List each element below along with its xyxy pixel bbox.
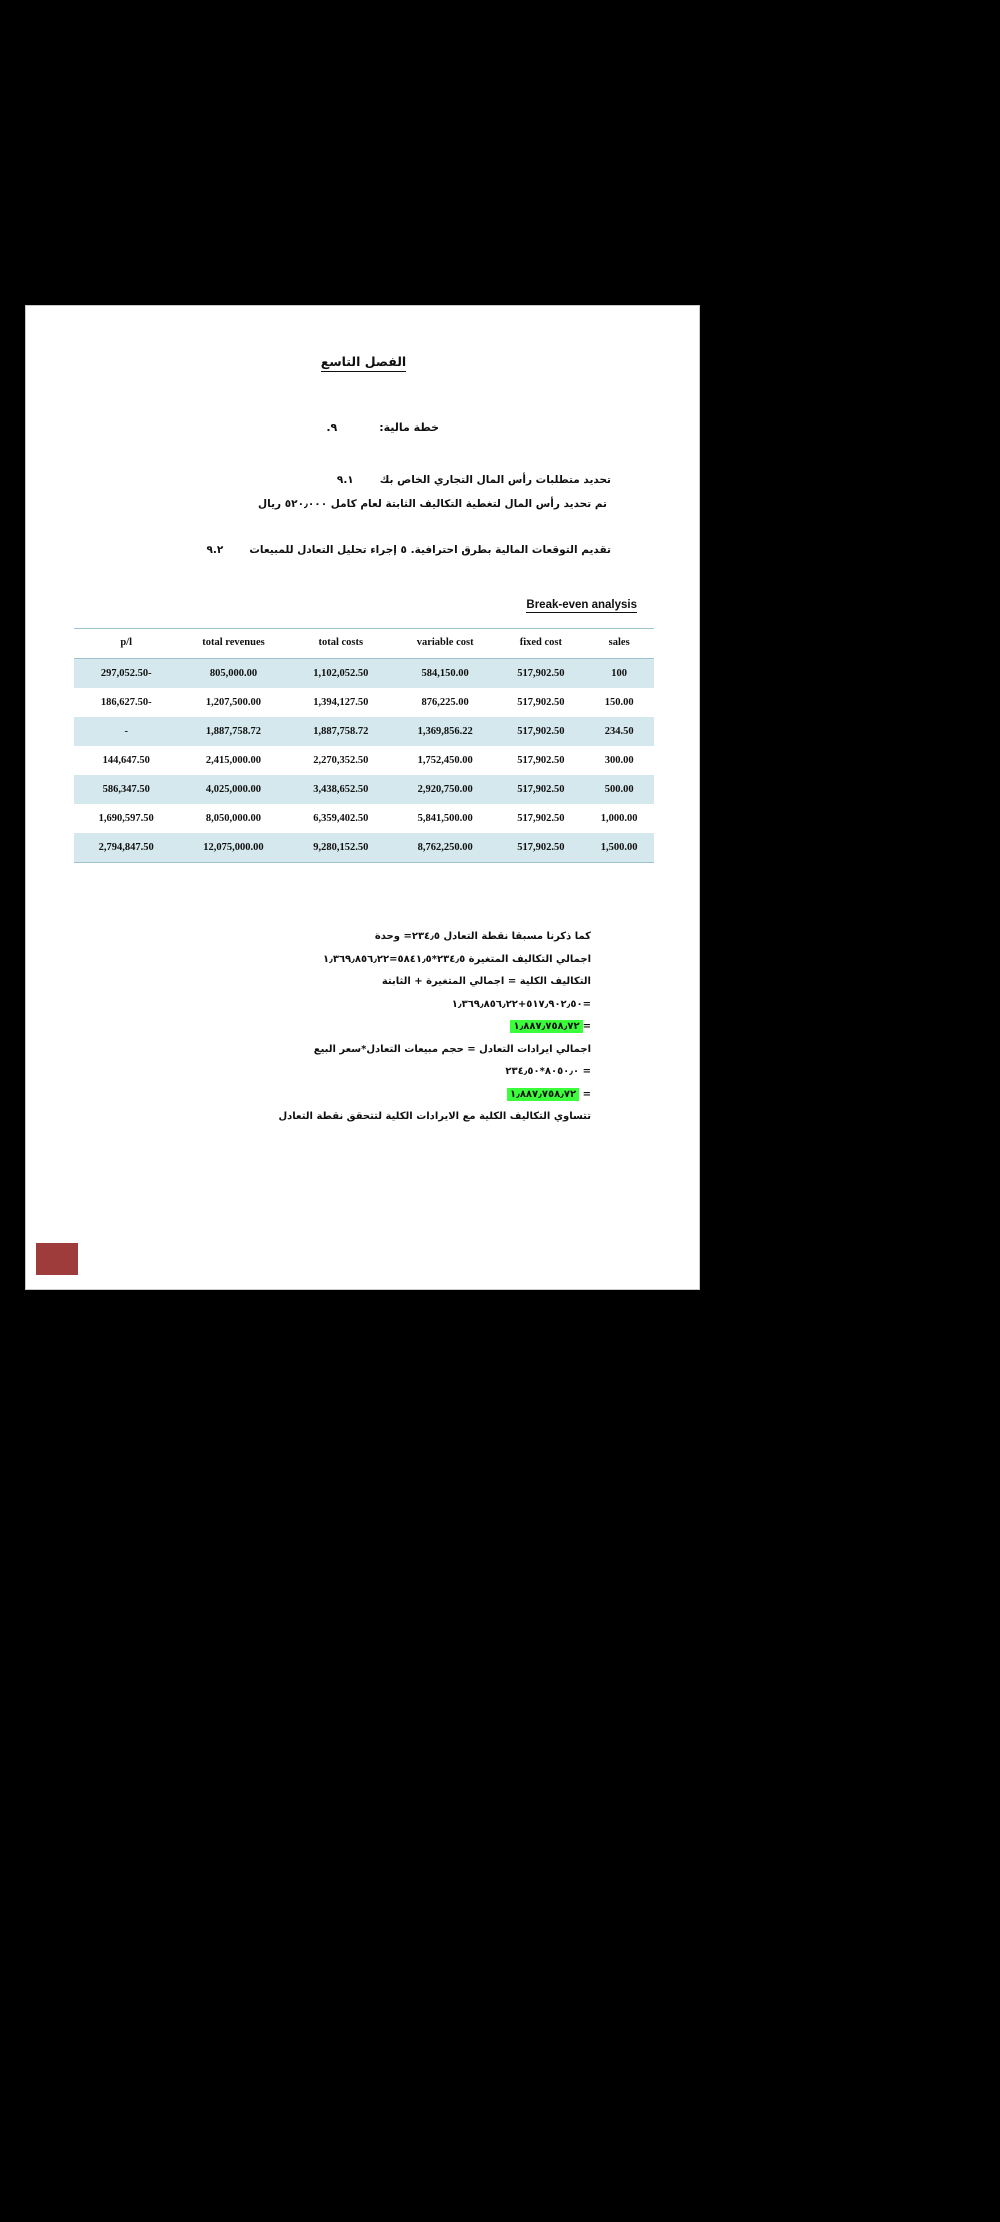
table-row xyxy=(74,833,654,863)
section-item-9-1-number: ٩.١ xyxy=(336,474,354,486)
section-item-9-1 xyxy=(337,474,611,486)
table-cell: 517,902.50 xyxy=(497,746,584,775)
calc-line-9: تتساوي التكاليف الكلية مع الايرادات الكلية لتتحقق نقطة التعادل xyxy=(278,1111,591,1122)
table-cell: 1,887,758.72 xyxy=(178,717,288,746)
table-cell: 1,887,758.72 xyxy=(289,717,393,746)
table-cell: 12,075,000.00 xyxy=(178,833,288,863)
table-cell: 876,225.00 xyxy=(393,688,497,717)
table-row xyxy=(74,775,654,804)
table-header xyxy=(74,629,654,659)
column-header-pl: p/l xyxy=(74,629,178,659)
table-cell: 144,647.50 xyxy=(74,746,178,775)
page-title xyxy=(26,354,700,369)
table-cell: 2,920,750.00 xyxy=(393,775,497,804)
document-page xyxy=(25,305,700,1290)
table-cell: 517,902.50 xyxy=(497,833,584,863)
break-even-table xyxy=(74,628,654,863)
column-header-sales: sales xyxy=(584,629,654,659)
break-even-table-wrapper xyxy=(74,628,654,863)
table-row xyxy=(74,717,654,746)
table-cell: 9,280,152.50 xyxy=(289,833,393,863)
section-heading xyxy=(326,421,439,434)
table-cell: 1,000.00 xyxy=(584,804,654,833)
table-cell: 805,000.00 xyxy=(178,659,288,689)
table-cell: 517,902.50 xyxy=(497,804,584,833)
table-row xyxy=(74,659,654,689)
table-cell: 2,794,847.50 xyxy=(74,833,178,863)
table-cell: 234.50 xyxy=(584,717,654,746)
calc-line-7: = ٨٠٥٠٫٠*٢٣٤٫٥٠ xyxy=(505,1066,591,1077)
table-cell: - xyxy=(74,717,178,746)
calc-line-5-suffix: = xyxy=(582,1021,591,1032)
table-cell: 1,394,127.50 xyxy=(289,688,393,717)
calculation-block xyxy=(161,926,591,1129)
column-header-fixed-cost: fixed cost xyxy=(497,629,584,659)
table-cell: 5,841,500.00 xyxy=(393,804,497,833)
section-item-9-2-number: ٩.٢ xyxy=(206,544,224,556)
section-item-9-1-text: تحديد متطلبات رأس المال التجاري الخاص بك xyxy=(379,474,611,486)
table-body xyxy=(74,659,654,863)
table-cell: 500.00 xyxy=(584,775,654,804)
section-heading-number: ٩. xyxy=(326,421,338,434)
table-cell: 1,752,450.00 xyxy=(393,746,497,775)
table-row xyxy=(74,688,654,717)
column-header-total-costs: total costs xyxy=(289,629,393,659)
table-cell: 517,902.50 xyxy=(497,717,584,746)
page-corner-marker xyxy=(36,1243,78,1275)
table-cell: 2,270,352.50 xyxy=(289,746,393,775)
table-cell: 8,762,250.00 xyxy=(393,833,497,863)
table-cell: 586,347.50 xyxy=(74,775,178,804)
table-cell: 100 xyxy=(584,659,654,689)
chapter-title-text: الفصل التاسع xyxy=(321,354,406,372)
table-cell: 584,150.00 xyxy=(393,659,497,689)
calc-line-5-highlight: ١٫٨٨٧٫٧٥٨٫٧٢ xyxy=(510,1020,582,1033)
table-row xyxy=(74,804,654,833)
column-header-variable-cost: variable cost xyxy=(393,629,497,659)
table-cell: 2,415,000.00 xyxy=(178,746,288,775)
section-item-9-2 xyxy=(207,544,611,556)
calc-line-8-highlight: ١٫٨٨٧٫٧٥٨٫٧٢ xyxy=(507,1088,579,1101)
calc-line-2: اجمالي التكاليف المتغيرة ٢٣٤٫٥*٥٨٤١٫٥=١٫٣٦٩٫٨٥٦٫٢٢ xyxy=(323,953,591,965)
calc-line-1: كما ذكرنا مسبقا نقطة التعادل ٢٣٤٫٥= وحدة xyxy=(374,931,591,942)
table-cell: 517,902.50 xyxy=(497,775,584,804)
table-cell: 297,052.50- xyxy=(74,659,178,689)
table-cell: 186,627.50- xyxy=(74,688,178,717)
calc-line-3: التكاليف الكلية = اجمالي المتغيرة + الثابتة xyxy=(381,976,591,987)
table-cell: 150.00 xyxy=(584,688,654,717)
table-cell: 517,902.50 xyxy=(497,688,584,717)
table-cell: 6,359,402.50 xyxy=(289,804,393,833)
table-cell: 1,207,500.00 xyxy=(178,688,288,717)
table-cell: 517,902.50 xyxy=(497,659,584,689)
column-header-total-revenues: total revenues xyxy=(178,629,288,659)
section-item-9-1-detail: تم تحديد رأس المال لتغطية التكاليف الثابتة لعام كامل ٥٢٠٫٠٠٠ ريال xyxy=(258,498,607,510)
calc-line-5 xyxy=(161,1016,591,1039)
table-cell: 1,690,597.50 xyxy=(74,804,178,833)
calc-line-6: اجمالي ايرادات التعادل = حجم مبيعات التعادل*سعر البيع xyxy=(313,1043,591,1055)
table-cell: 1,369,856.22 xyxy=(393,717,497,746)
table-cell: 4,025,000.00 xyxy=(178,775,288,804)
section-heading-title: خطة مالية: xyxy=(379,421,439,434)
table-cell: 8,050,000.00 xyxy=(178,804,288,833)
calc-line-4: =٥١٧٫٩٠٢٫٥٠+١٫٣٦٩٫٨٥٦٫٢٢ xyxy=(451,998,591,1010)
section-item-9-2-text: تقديم التوقعات المالية بطرق احترافية. ٥ إجراء تحليل التعادل للمبيعات xyxy=(249,544,611,556)
table-header-row xyxy=(74,629,654,659)
table-cell: 1,102,052.50 xyxy=(289,659,393,689)
calc-line-8-prefix: = xyxy=(579,1088,591,1100)
table-cell: 1,500.00 xyxy=(584,833,654,863)
calc-line-8 xyxy=(161,1084,591,1107)
table-cell: 3,438,652.50 xyxy=(289,775,393,804)
table-row xyxy=(74,746,654,775)
break-even-heading: Break-even analysis xyxy=(526,599,637,611)
table-cell: 300.00 xyxy=(584,746,654,775)
